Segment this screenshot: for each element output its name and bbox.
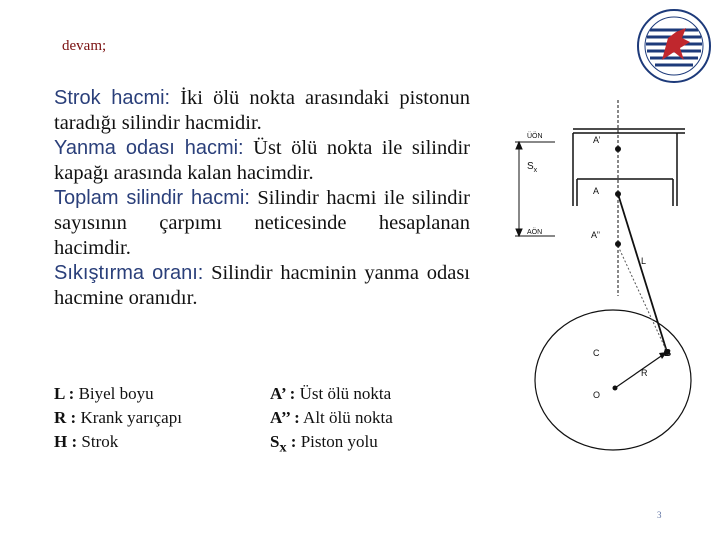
- point-a-double-prime: [615, 241, 621, 247]
- definition-strok: [54, 86, 470, 136]
- definition-term: Strok hacmi:: [54, 87, 171, 109]
- legend-value: Alt ölü nokta: [299, 408, 393, 427]
- legend-value: Strok: [77, 432, 119, 451]
- legend-key: H :: [54, 432, 78, 451]
- label-sx: [527, 161, 538, 174]
- definition-text: Üst ölü nokta ile silindir kapağı arasında kalan hacimdir.: [54, 137, 470, 184]
- definitions-block: [54, 86, 470, 311]
- definition-toplam-silindir: [54, 186, 470, 261]
- legend-key: [270, 432, 297, 456]
- legend-left: [54, 382, 182, 454]
- legend-key-rest: :: [286, 432, 297, 451]
- point-a: [615, 191, 621, 197]
- definition-text: Silindir hacminin yanma odası hacmine oranıdır.: [54, 262, 470, 309]
- crank-mechanism-diagram: [505, 96, 720, 476]
- university-logo: [636, 8, 712, 84]
- connecting-rod: [618, 194, 667, 352]
- label-c: C: [593, 348, 600, 358]
- legend-right: [270, 382, 393, 459]
- point-o: [613, 386, 618, 391]
- label-aon: AÖN: [527, 229, 543, 236]
- point-a-prime: [615, 146, 621, 152]
- cylinder: [573, 100, 685, 296]
- legend-item: [270, 430, 393, 459]
- legend-item: [54, 382, 182, 406]
- label-a-prime: A’: [593, 135, 601, 145]
- definition-term: Sıkıştırma oranı:: [54, 262, 204, 284]
- definition-sikistirma: [54, 261, 470, 311]
- legend-item: [54, 430, 182, 454]
- definition-yanma-odasi: [54, 136, 470, 186]
- legend-key: L :: [54, 384, 75, 403]
- label-r: R: [641, 368, 648, 378]
- label-a: A: [593, 186, 600, 196]
- label-l: L: [641, 256, 647, 266]
- definition-text: Silindir hacmi ile silindir sayısının çarpımı neticesinde hesaplanan hacimdir.: [54, 187, 470, 259]
- legend-key: A’ :: [270, 384, 296, 403]
- legend-item: [270, 382, 393, 406]
- legend-item: [270, 406, 393, 430]
- label-sx-main: S: [527, 161, 534, 172]
- definition-term: Yanma odası hacmi:: [54, 137, 244, 159]
- legend-key-sub: x: [279, 439, 287, 456]
- page-number: 3: [657, 510, 662, 520]
- stroke-dimension: [515, 142, 555, 236]
- definition-term: Toplam silindir hacmi:: [54, 187, 250, 209]
- crank-circle: [535, 310, 691, 450]
- legend-key: A’’ :: [270, 408, 300, 427]
- legend-key: R :: [54, 408, 77, 427]
- legend-value: Biyel boyu: [74, 384, 154, 403]
- label-o: O: [593, 390, 601, 400]
- label-uon: ÜÖN: [527, 133, 543, 140]
- legend-key-main: S: [270, 432, 280, 451]
- label-sx-sub: x: [533, 167, 538, 174]
- label-b: B: [664, 348, 672, 359]
- label-a-double-prime: A’’: [591, 230, 601, 240]
- legend-value: Krank yarıçapı: [76, 408, 182, 427]
- legend-value: Üst ölü nokta: [295, 384, 392, 403]
- slide-subtitle: devam;: [62, 38, 107, 54]
- legend-value: Piston yolu: [296, 432, 378, 451]
- legend-item: [54, 406, 182, 430]
- definition-text: İki ölü nokta arasındaki pistonun taradığı silindir hacmidir.: [54, 87, 470, 134]
